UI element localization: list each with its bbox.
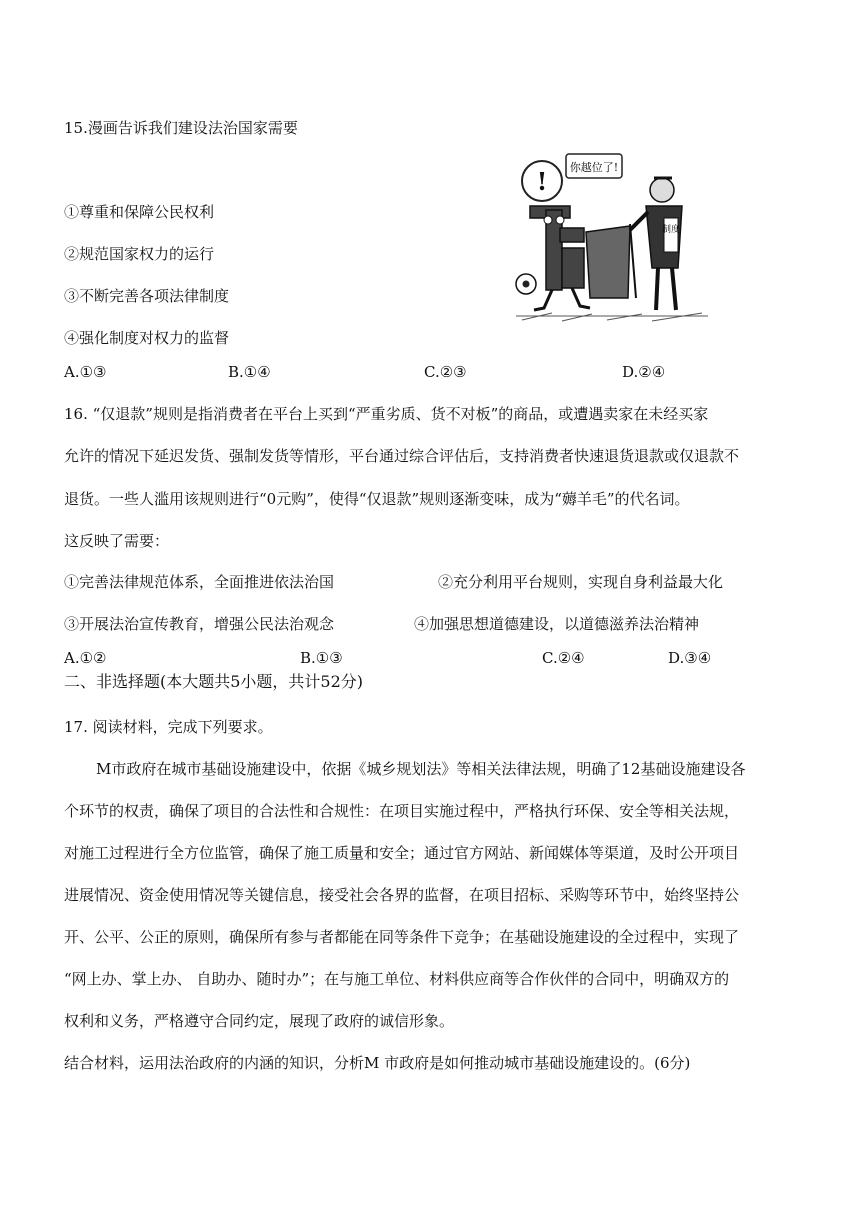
q15-statement-2: ②规范国家权力的运行 — [64, 245, 215, 263]
section-title: 二、非选择题(本大题共5小题，共计52分) — [64, 672, 364, 691]
q16-option-a: A.①② — [64, 649, 107, 667]
q17-material-line-5: 开、公平、公正的原则，确保所有参与者都能在同等条件下竞争；在基础设施建设的全过程中，实现了 — [64, 928, 740, 946]
q16-statement-3: ③开展法治宣传教育，增强公民法治观念 — [64, 615, 335, 633]
q17-material-line-4: 进展情况、资金使用情况等关键信息，接受社会各界的监督，在项目招标、采购等环节中，始终坚持公 — [64, 886, 740, 904]
cartoon-illustration — [512, 148, 712, 324]
q17-material-line-1: M市政府在城市基础设施建设中，依据《城乡规划法》等相关法律法规，明确了12基础设施建设各 — [96, 760, 746, 778]
cartoon-badge: 制度 — [661, 225, 681, 235]
q16-statement-1: ①完善法律规范体系，全面推进依法治国 — [64, 573, 335, 591]
q16-option-d: D.③④ — [668, 649, 712, 667]
q15-statement-4: ④强化制度对权力的监督 — [64, 329, 230, 347]
q15-option-d: D.②④ — [622, 363, 666, 381]
q16-line-3: 退货。一些人滥用该规则进行“0元购”，使得“仅退款”规则逐渐变味，成为“薅羊毛”的代名词。 — [64, 490, 690, 508]
q15-option-a: A.①③ — [64, 363, 107, 381]
q16-line-4: 这反映了需要： — [64, 532, 170, 550]
q16-option-b: B.①③ — [300, 649, 343, 667]
q15-stem: 15.漫画告诉我们建设法治国家需要 — [64, 119, 298, 137]
cartoon-speech: 你越位了! — [569, 161, 619, 174]
q16-line-1: 16. “仅退款”规则是指消费者在平台上买到“严重劣质、货不对板”的商品，或遭遇卖家在未经买家 — [64, 405, 709, 423]
q17-material-line-6: “网上办、掌上办、 自助办、随时办”；在与施工单位、材料供应商等合作伙伴的合同中，明确双方的 — [64, 970, 730, 988]
q15-statement-3: ③不断完善各项法律制度 — [64, 287, 230, 305]
q17-stem: 17. 阅读材料，完成下列要求。 — [64, 718, 273, 736]
q15-option-c: C.②③ — [424, 363, 467, 381]
q16-option-c: C.②④ — [542, 649, 585, 667]
q17-question: 结合材料，运用法治政府的内涵的知识，分析M 市政府是如何推动城市基础设施建设的。(6分) — [64, 1054, 691, 1072]
q15-statement-1: ①尊重和保障公民权利 — [64, 203, 215, 221]
q16-line-2: 允许的情况下延迟发货、强制发货等情形，平台通过综合评估后，支持消费者快速退货退款或仅退款不 — [64, 447, 740, 465]
q16-statement-4: ④加强思想道德建设，以道德滋养法治精神 — [414, 615, 700, 633]
q17-material-line-7: 权利和义务，严格遵守合同约定，展现了政府的诚信形象。 — [64, 1012, 455, 1030]
q17-material-line-2: 个环节的权责，确保了项目的合法性和合规性：在项目实施过程中，严格执行环保、安全等相关法规， — [64, 802, 740, 820]
q17-material-line-3: 对施工过程进行全方位监管，确保了施工质量和安全；通过官方网站、新闻媒体等渠道，及时公开项目 — [64, 844, 740, 862]
cartoon-exclaim: ! — [536, 167, 548, 196]
q16-statement-2: ②充分利用平台规则，实现自身利益最大化 — [438, 573, 724, 591]
q15-option-b: B.①④ — [228, 363, 271, 381]
